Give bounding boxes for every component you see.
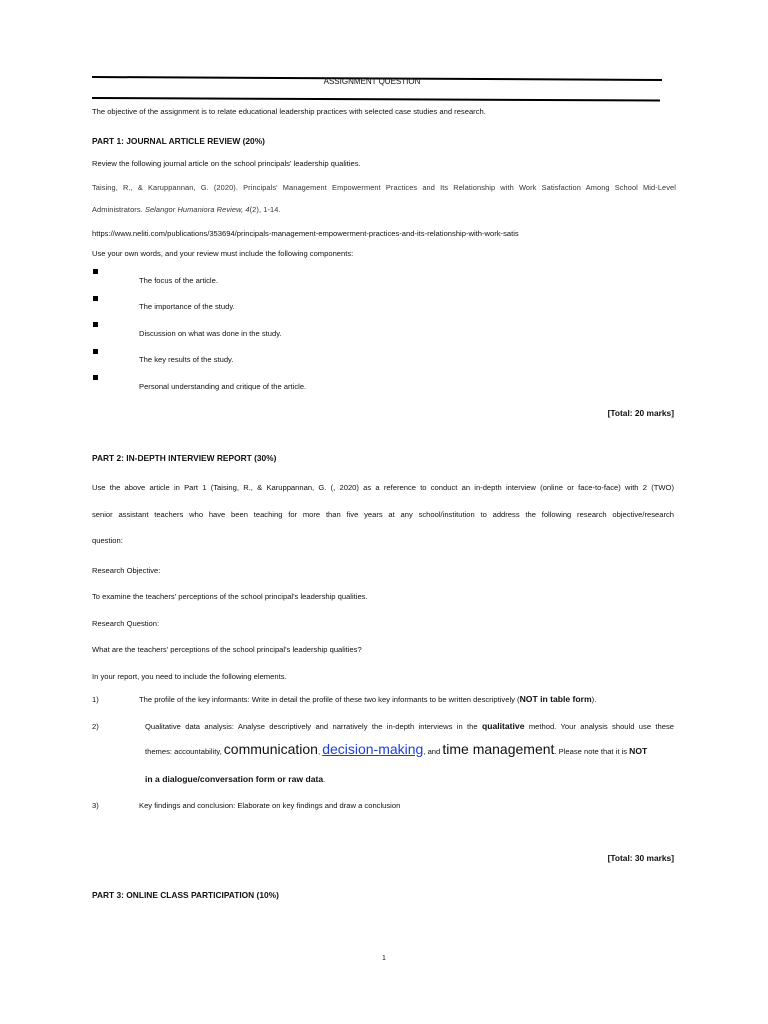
item2-line1-body: Qualitative data analysis: Analyse descriptively and narratively the in-depth interviews in the <box>145 722 482 731</box>
component-item: The focus of the article. <box>139 276 218 285</box>
research-question-text: What are the teachers' perceptions of the school principal's leadership qualities? <box>92 645 362 654</box>
component-item: Personal understanding and critique of the article. <box>139 382 307 391</box>
part1-total: [Total: 20 marks] <box>607 408 674 418</box>
bullet-marker <box>93 375 98 380</box>
research-objective-text: To examine the teachers' perceptions of the school principal's leadership qualities. <box>92 592 368 601</box>
part2-heading: PART 2: IN-DEPTH INTERVIEW REPORT (30%) <box>92 453 277 463</box>
part2-paragraph-line-1: Use the above article in Part 1 (Taising, R., & Karuppannan, G. (, 2020) as a reference to conduct an in-depth interview (online or face-to-face) with 2 (TWO) <box>92 483 674 492</box>
theme-decision-making-link[interactable]: decision-making <box>322 741 424 757</box>
item2-line-3 <box>145 774 325 784</box>
part3-heading: PART 3: ONLINE CLASS PARTICIPATION (10%) <box>92 890 279 900</box>
theme-time-management: time management <box>442 741 555 757</box>
item-number: 1) <box>92 695 99 704</box>
citation-authors-tail: Administrators. <box>92 205 145 214</box>
theme-separator: , and <box>423 747 443 756</box>
item-number: 2) <box>92 722 99 731</box>
research-question-label: Research Question: <box>92 619 160 628</box>
part2-total: [Total: 30 marks] <box>607 853 674 863</box>
page-number: 1 <box>382 955 386 962</box>
header-bottom-rule <box>92 97 660 101</box>
citation-journal: Selangor Humaniora Review, 4 <box>144 205 250 214</box>
intro-text: The objective of the assignment is to relate educational leadership practices with selected case studies and research. <box>92 107 486 116</box>
part2-paragraph-line-3: question: <box>92 536 123 545</box>
part1-heading: PART 1: JOURNAL ARTICLE REVIEW (20%) <box>92 136 265 146</box>
theme-separator: , <box>317 747 323 756</box>
article-url[interactable]: https://www.neliti.com/publications/353694/principals-management-empowerment-practices-and-its-relationship-with-work-satis <box>92 229 519 238</box>
components-intro: Use your own words, and your review must include the following components: <box>92 249 354 258</box>
item1-body: The profile of the key informants: Write in detail the profile of these two key informants to be written descriptively ( <box>139 695 520 704</box>
component-item: The key results of the study. <box>139 355 234 364</box>
bullet-marker <box>93 269 98 274</box>
item2-qualitative: qualitative <box>481 721 525 731</box>
item1-end: ). <box>591 695 597 704</box>
item2-line3-emphasis: in a dialogue/conversation form or raw data <box>145 774 324 784</box>
item2-not: NOT <box>629 746 648 756</box>
item2-line-2 <box>145 741 675 757</box>
item2-line1-tail: method. Your analysis should use these <box>524 722 674 731</box>
citation-line-2 <box>92 205 281 214</box>
bullet-marker <box>93 296 98 301</box>
item3-text: Key findings and conclusion: Elaborate on key findings and draw a conclusion <box>139 801 401 810</box>
bullet-marker <box>93 349 98 354</box>
component-item: Discussion on what was done in the study. <box>139 329 282 338</box>
item2-themes-lead: themes: accountability, <box>145 747 224 756</box>
part1-instruction: Review the following journal article on the school principals' leadership qualities. <box>92 159 361 168</box>
item1-emphasis: NOT in table form <box>519 694 592 704</box>
component-item: The importance of the study. <box>139 302 235 311</box>
item2-line3-end: . <box>323 775 326 784</box>
item-number: 3) <box>92 801 99 810</box>
bullet-marker <box>93 322 98 327</box>
theme-communication: communication <box>223 741 318 757</box>
research-objective-label: Research Objective: <box>92 566 161 575</box>
item1-text <box>139 694 596 704</box>
part2-paragraph-line-2: senior assistant teachers who have been teaching for more than five years at any school/institution to address the following research objective/research <box>92 510 674 519</box>
citation-line-1: Taising, R., & Karuppannan, G. (2020). Principals' Management Empowerment Practices and Its Relationship with Work Satisfaction Among School Mid-Level <box>92 183 676 192</box>
item2-note: . Please note that it is <box>554 747 630 756</box>
elements-intro: In your report, you need to include the following elements. <box>92 672 287 681</box>
page-title: ASSIGNMENT QUESTION <box>323 77 421 86</box>
citation-issue: (2), 1-14. <box>249 205 281 214</box>
item2-line-1 <box>145 721 674 731</box>
